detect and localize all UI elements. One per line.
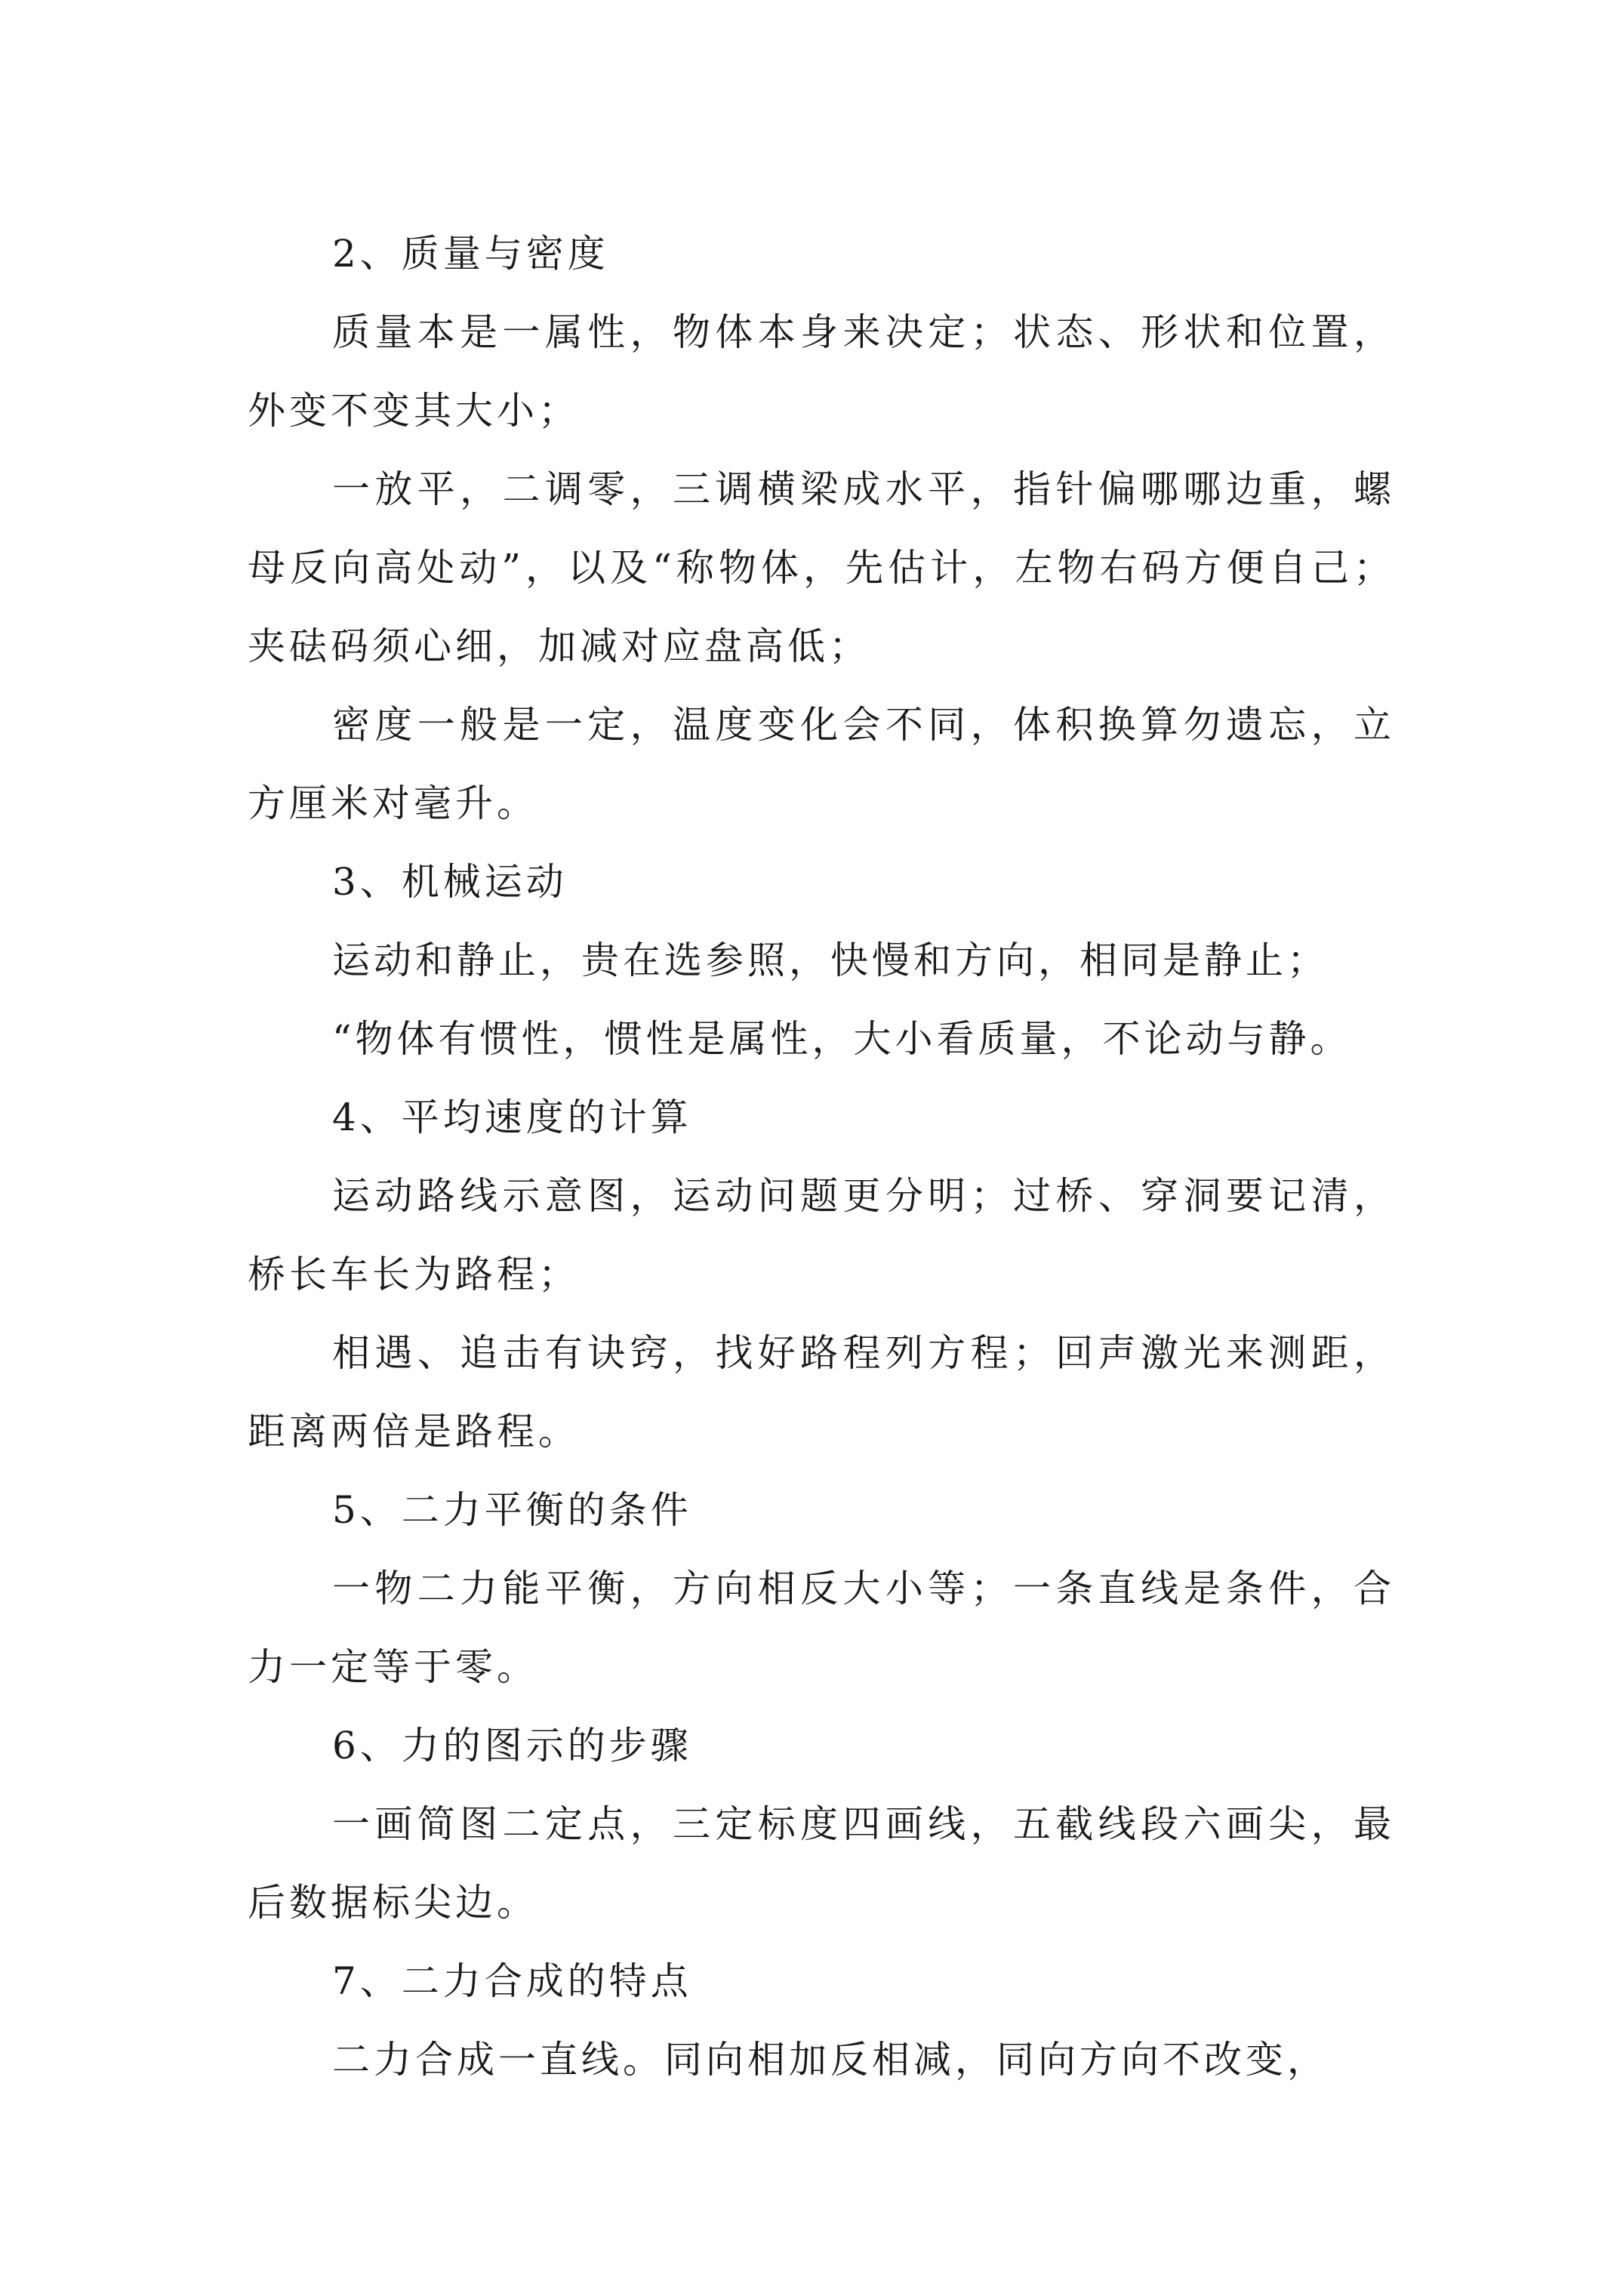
section-heading-force-diagram-steps: 6、力的图示的步骤 [332, 1724, 692, 1767]
paragraph: 相遇、追击有诀窍，找好路程列方程；回声激光来测距，距离两倍是路程。 [248, 1331, 1395, 1453]
paragraph: 一放平，二调零，三调横梁成水平，指针偏哪哪边重，螺母反向高处动”，以及“称物体，先估计，左物右码方便自己；夹砝码须心细，加减对应盘高低； [248, 467, 1395, 668]
section-heading-force-balance: 5、二力平衡的条件 [332, 1488, 692, 1532]
section-heading-force-composition: 7、二力合成的特点 [332, 1959, 692, 2003]
paragraph: 一画简图二定点，三定标度四画线，五截线段六画尖，最后数据标尖边。 [248, 1802, 1395, 1925]
paragraph: “物体有惯性，惯性是属性，大小看质量，不论动与静。 [332, 1017, 1352, 1061]
paragraph: 二力合成一直线。同向相加反相减，同向方向不改变， [332, 2038, 1329, 2082]
paragraph: 质量本是一属性，物体本身来决定；状态、形状和位置，外变不变其大小； [248, 310, 1395, 433]
section-heading-average-speed: 4、平均速度的计算 [332, 1096, 692, 1139]
paragraph: 一物二力能平衡，方向相反大小等；一条直线是条件，合力一定等于零。 [248, 1567, 1395, 1689]
section-heading-mechanical-motion: 3、机械运动 [332, 860, 568, 904]
paragraph: 运动路线示意图，运动问题更分明；过桥、穿洞要记清，桥长车长为路程； [248, 1174, 1395, 1296]
section-heading-mass-density: 2、质量与密度 [332, 232, 609, 276]
paragraph: 密度一般是一定，温度变化会不同，体积换算勿遗忘，立方厘米对毫升。 [248, 703, 1395, 825]
paragraph: 运动和静止，贵在选参照，快慢和方向，相同是静止； [332, 938, 1329, 982]
document-body [248, 214, 1395, 2099]
